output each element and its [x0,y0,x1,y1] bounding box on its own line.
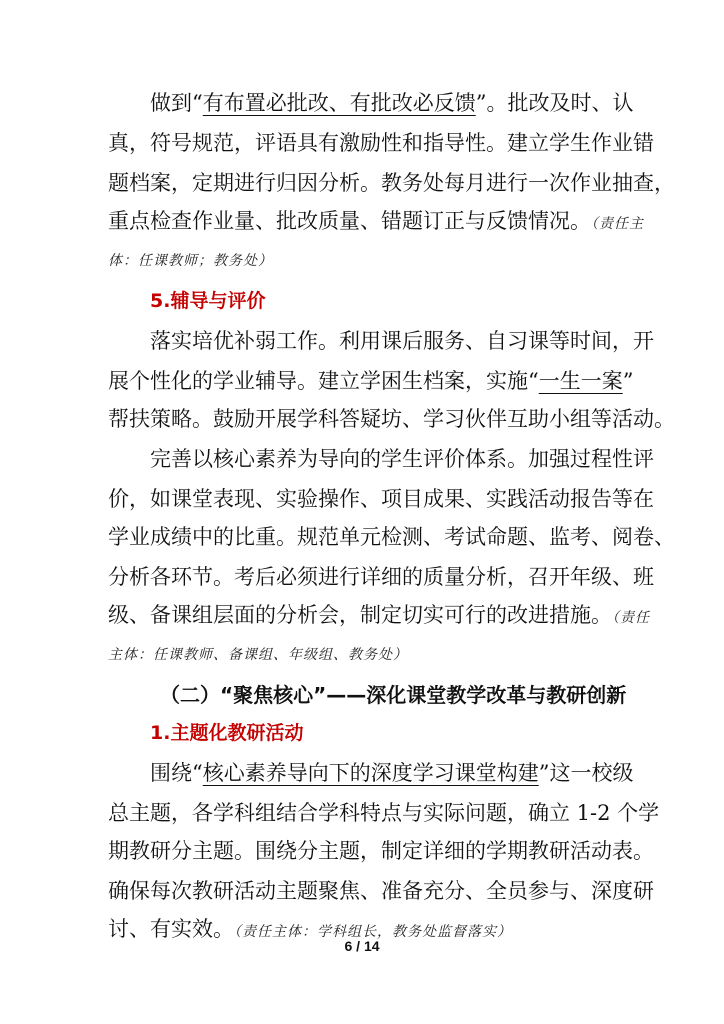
responsibility-note: （责任 [612,610,650,626]
text-span: ”这一校级 [538,761,634,785]
page-number: 6 / 14 [344,938,380,954]
para4-line2: 总主题，各学科组结合学科特点与实际问题，确立 1-2 个学 [108,801,660,825]
text-span: ” [622,369,634,393]
para2-line3: 帮扶策略。鼓励开展学科答疑坊、学习伙伴互助小组等活动。 [108,407,675,431]
para2-line2 [108,366,634,396]
underlined-phrase: 一生一案 [538,369,623,393]
responsibility-note: （责任主 [591,216,644,232]
text-span: 讨、有实效。 [108,917,234,941]
heading-guidance-evaluation: 5.辅导与评价 [150,290,266,312]
section-title-2: （二）“聚焦核心”——深化课堂教学改革与教研创新 [160,683,627,707]
underlined-phrase: 核心素养导向下的深度学习课堂构建 [202,761,539,785]
underlined-phrase: 有布置必批改、有批改必反馈 [202,91,476,115]
para3-line5 [108,600,650,630]
para4-line4: 确保每次教研活动主题聚焦、准备充分、全员参与、深度研 [108,879,654,903]
text-span: 做到“ [150,91,203,115]
text-span: 围绕“ [150,761,203,785]
text-span: 级、备课组层面的分析会，制定切实可行的改进措施。 [108,603,612,627]
heading-thematic-research: 1.主题化教研活动 [150,722,304,744]
para1-line2: 真，符号规范，评语具有激励性和指导性。建立学生作业错 [108,131,654,155]
para1-line3: 题档案，定期进行归因分析。教务处每月进行一次作业抽查， [108,171,675,195]
para3-line1: 完善以核心素养为导向的学生评价体系。加强过程性评 [150,447,654,471]
para2-line1: 落实培优补弱工作。利用课后服务、自习课等时间，开 [150,329,654,353]
para4-line1 [150,758,634,788]
responsibility-note: （责任主体：学科组长，教务处监督落实） [234,924,512,940]
para3-line6: 主体：任课教师、备课组、年级组、教务处） [108,647,408,663]
text-span: ”。批改及时、认 [475,91,634,115]
para1-line1 [150,88,634,118]
para4-line3: 期教研分主题。围绕分主题，制定详细的学期教研活动表。 [108,839,654,863]
para3-line3: 学业成绩中的比重。规范单元检测、考试命题、监考、阅卷、 [108,525,675,549]
para1-line5: 体：任课教师；教务处） [108,253,273,269]
para3-line4: 分析各环节。考后必须进行详细的质量分析，召开年级、班 [108,565,654,589]
para1-line4 [108,206,644,236]
text-span: 重点检查作业量、批改质量、错题订正与反馈情况。 [108,209,591,233]
para3-line2: 价，如课堂表现、实验操作、项目成果、实践活动报告等在 [108,487,654,511]
text-span: 展个性化的学业辅导。建立学困生档案，实施“ [108,369,539,393]
